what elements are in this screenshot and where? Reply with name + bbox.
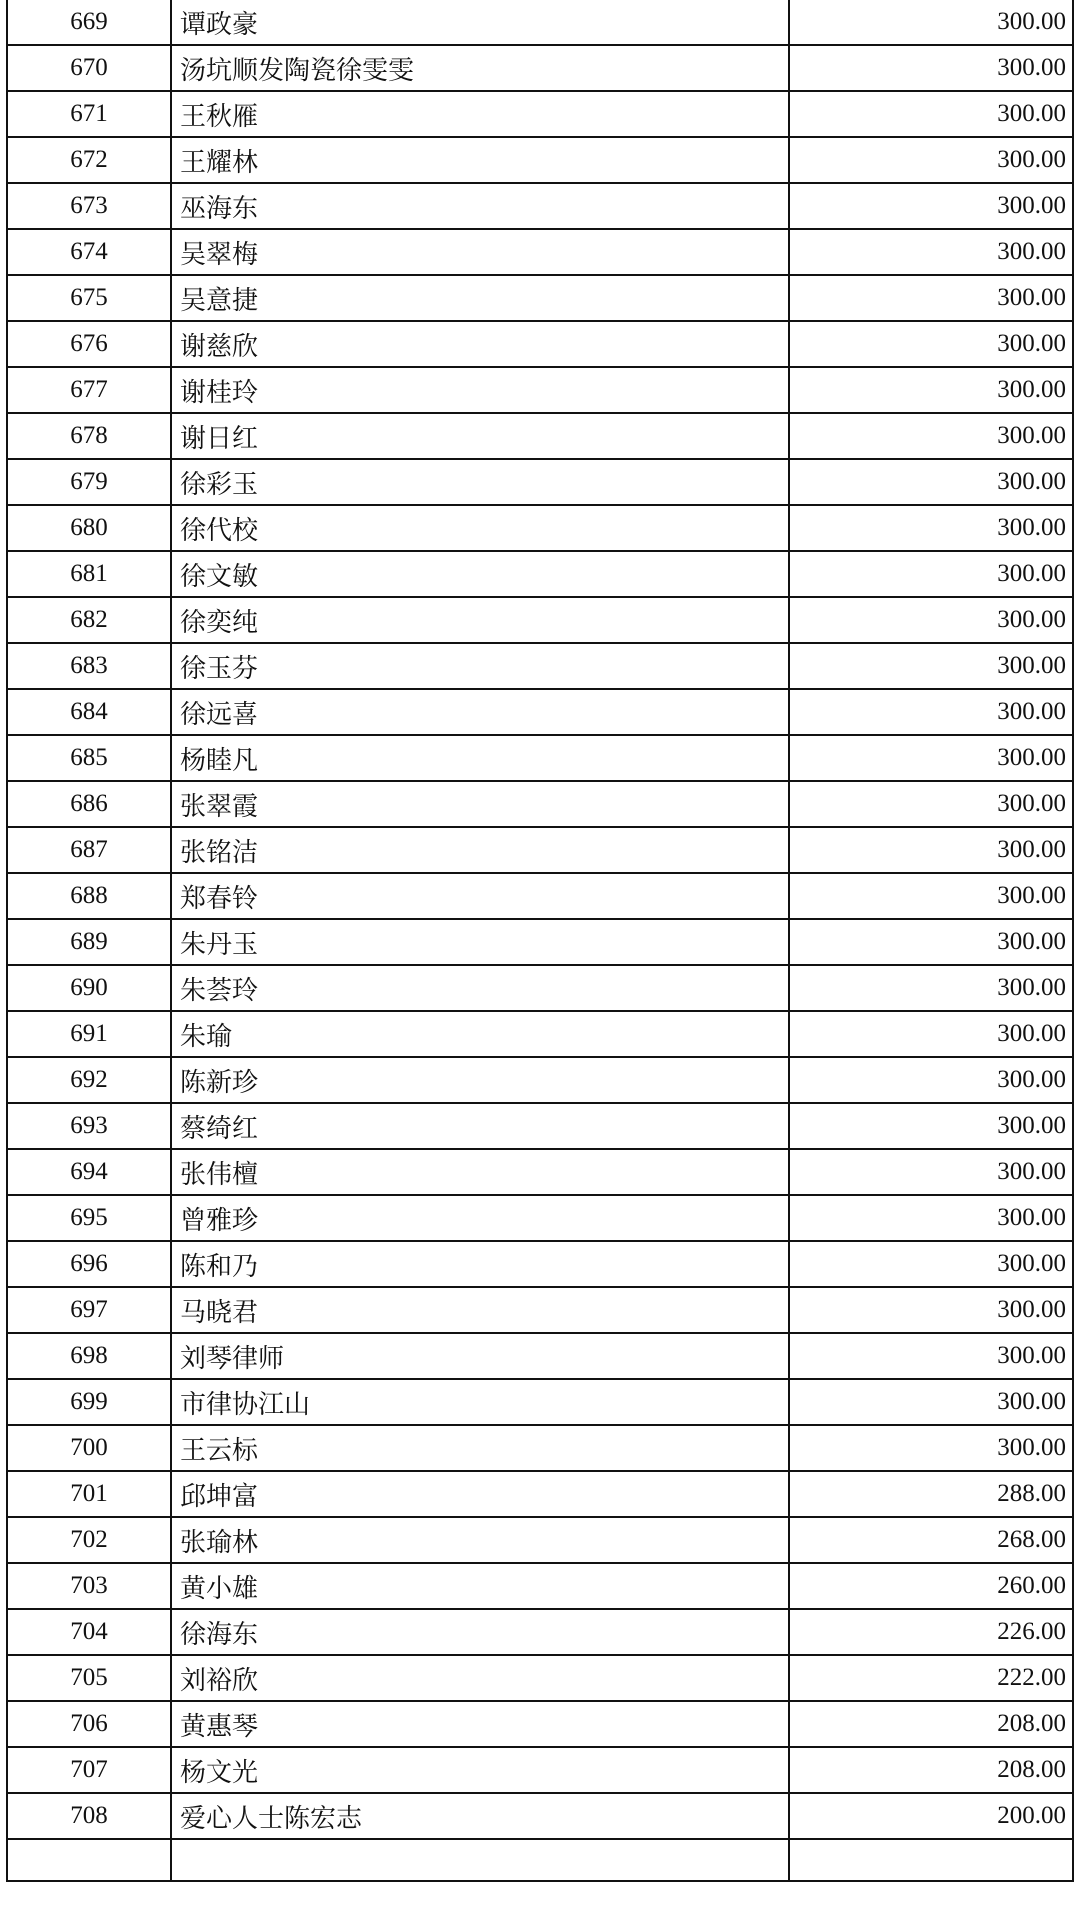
table-row — [7, 873, 1073, 919]
table-row — [7, 413, 1073, 459]
row-number-cell: 696 — [7, 1241, 171, 1287]
table-row — [7, 229, 1073, 275]
row-number-cell: 687 — [7, 827, 171, 873]
donor-name-cell: 杨睦凡 — [171, 735, 789, 781]
row-number-cell: 680 — [7, 505, 171, 551]
table-row — [7, 689, 1073, 735]
row-number-cell: 691 — [7, 1011, 171, 1057]
amount-cell: 300.00 — [789, 689, 1073, 735]
donor-name-cell: 黄小雄 — [171, 1563, 789, 1609]
amount-cell: 300.00 — [789, 91, 1073, 137]
row-number-cell: 706 — [7, 1701, 171, 1747]
row-number-cell: 688 — [7, 873, 171, 919]
amount-cell: 300.00 — [789, 137, 1073, 183]
donor-name-cell: 徐文敏 — [171, 551, 789, 597]
amount-cell: 226.00 — [789, 1609, 1073, 1655]
donor-name-cell: 徐奕纯 — [171, 597, 789, 643]
amount-cell: 300.00 — [789, 183, 1073, 229]
donor-name-cell: 刘裕欣 — [171, 1655, 789, 1701]
row-number-cell: 670 — [7, 45, 171, 91]
row-number-cell: 702 — [7, 1517, 171, 1563]
amount-cell: 300.00 — [789, 873, 1073, 919]
table-row — [7, 1103, 1073, 1149]
amount-cell: 300.00 — [789, 1425, 1073, 1471]
table-row — [7, 781, 1073, 827]
amount-cell: 300.00 — [789, 1011, 1073, 1057]
row-number-cell: 676 — [7, 321, 171, 367]
amount-cell: 300.00 — [789, 735, 1073, 781]
amount-cell: 300.00 — [789, 919, 1073, 965]
donor-name-cell: 爱心人士陈宏志 — [171, 1793, 789, 1839]
row-number-cell: 703 — [7, 1563, 171, 1609]
donor-name-cell: 汤坑顺发陶瓷徐雯雯 — [171, 45, 789, 91]
table-row — [7, 183, 1073, 229]
amount-cell: 300.00 — [789, 459, 1073, 505]
donor-name-cell: 王云标 — [171, 1425, 789, 1471]
row-number-cell: 704 — [7, 1609, 171, 1655]
donor-name-cell: 曾雅珍 — [171, 1195, 789, 1241]
donor-name-cell: 陈新珍 — [171, 1057, 789, 1103]
amount-cell: 300.00 — [789, 413, 1073, 459]
amount-cell — [789, 1839, 1073, 1881]
donor-name-cell — [171, 1839, 789, 1881]
table-row — [7, 827, 1073, 873]
row-number-cell: 695 — [7, 1195, 171, 1241]
donor-name-cell: 朱荟玲 — [171, 965, 789, 1011]
donor-name-cell: 邱坤富 — [171, 1471, 789, 1517]
amount-cell: 300.00 — [789, 1195, 1073, 1241]
donor-name-cell: 刘琴律师 — [171, 1333, 789, 1379]
row-number-cell: 707 — [7, 1747, 171, 1793]
donor-name-cell: 张翠霞 — [171, 781, 789, 827]
donor-name-cell: 王耀林 — [171, 137, 789, 183]
table-row — [7, 1609, 1073, 1655]
donor-name-cell: 谢慈欣 — [171, 321, 789, 367]
row-number-cell: 677 — [7, 367, 171, 413]
amount-cell: 300.00 — [789, 643, 1073, 689]
row-number-cell: 681 — [7, 551, 171, 597]
table-row — [7, 1471, 1073, 1517]
donor-name-cell: 吴意捷 — [171, 275, 789, 321]
donor-name-cell: 蔡绮红 — [171, 1103, 789, 1149]
donation-table — [6, 0, 1074, 1882]
table-row — [7, 1655, 1073, 1701]
table-row — [7, 0, 1073, 45]
table-row-partial — [7, 1839, 1073, 1881]
amount-cell: 300.00 — [789, 367, 1073, 413]
amount-cell: 300.00 — [789, 965, 1073, 1011]
row-number-cell: 685 — [7, 735, 171, 781]
amount-cell: 300.00 — [789, 597, 1073, 643]
donor-name-cell: 黄惠琴 — [171, 1701, 789, 1747]
table-row — [7, 1241, 1073, 1287]
table-row — [7, 1425, 1073, 1471]
amount-cell: 300.00 — [789, 1149, 1073, 1195]
amount-cell: 300.00 — [789, 1241, 1073, 1287]
amount-cell: 300.00 — [789, 229, 1073, 275]
amount-cell: 208.00 — [789, 1747, 1073, 1793]
amount-cell: 300.00 — [789, 781, 1073, 827]
table-row — [7, 367, 1073, 413]
table-row — [7, 643, 1073, 689]
amount-cell: 300.00 — [789, 505, 1073, 551]
table-row — [7, 459, 1073, 505]
amount-cell: 300.00 — [789, 1287, 1073, 1333]
amount-cell: 288.00 — [789, 1471, 1073, 1517]
amount-cell: 222.00 — [789, 1655, 1073, 1701]
donor-name-cell: 徐代校 — [171, 505, 789, 551]
row-number-cell: 672 — [7, 137, 171, 183]
row-number-cell: 675 — [7, 275, 171, 321]
amount-cell: 300.00 — [789, 1103, 1073, 1149]
donor-name-cell: 谢桂玲 — [171, 367, 789, 413]
table-row — [7, 1563, 1073, 1609]
table-row — [7, 1287, 1073, 1333]
table-row — [7, 1747, 1073, 1793]
table-row — [7, 1057, 1073, 1103]
row-number-cell: 700 — [7, 1425, 171, 1471]
donor-name-cell: 张铭洁 — [171, 827, 789, 873]
row-number-cell: 674 — [7, 229, 171, 275]
amount-cell: 300.00 — [789, 551, 1073, 597]
table-row — [7, 137, 1073, 183]
table-row — [7, 321, 1073, 367]
table-row — [7, 1379, 1073, 1425]
donor-name-cell: 郑春铃 — [171, 873, 789, 919]
row-number-cell: 669 — [7, 0, 171, 45]
row-number-cell: 698 — [7, 1333, 171, 1379]
donor-name-cell: 市律协江山 — [171, 1379, 789, 1425]
table-row — [7, 1333, 1073, 1379]
table-row — [7, 275, 1073, 321]
table-row — [7, 45, 1073, 91]
table-row — [7, 1517, 1073, 1563]
donor-name-cell: 陈和乃 — [171, 1241, 789, 1287]
row-number-cell: 679 — [7, 459, 171, 505]
amount-cell: 300.00 — [789, 1379, 1073, 1425]
table-row — [7, 919, 1073, 965]
donor-name-cell: 朱丹玉 — [171, 919, 789, 965]
row-number-cell: 705 — [7, 1655, 171, 1701]
table-body — [7, 0, 1073, 1881]
amount-cell: 300.00 — [789, 0, 1073, 45]
table-row — [7, 1701, 1073, 1747]
row-number-cell: 683 — [7, 643, 171, 689]
table-row — [7, 1793, 1073, 1839]
row-number-cell: 694 — [7, 1149, 171, 1195]
row-number-cell: 678 — [7, 413, 171, 459]
row-number-cell: 692 — [7, 1057, 171, 1103]
donor-name-cell: 徐远喜 — [171, 689, 789, 735]
donor-name-cell: 巫海东 — [171, 183, 789, 229]
table-row — [7, 551, 1073, 597]
table-row — [7, 735, 1073, 781]
donor-name-cell: 马晓君 — [171, 1287, 789, 1333]
row-number-cell: 671 — [7, 91, 171, 137]
donor-name-cell: 吴翠梅 — [171, 229, 789, 275]
row-number-cell: 673 — [7, 183, 171, 229]
table-row — [7, 1011, 1073, 1057]
amount-cell: 300.00 — [789, 45, 1073, 91]
donor-name-cell: 徐彩玉 — [171, 459, 789, 505]
row-number-cell: 682 — [7, 597, 171, 643]
amount-cell: 300.00 — [789, 275, 1073, 321]
amount-cell: 208.00 — [789, 1701, 1073, 1747]
table-row — [7, 597, 1073, 643]
table-row — [7, 965, 1073, 1011]
row-number-cell: 701 — [7, 1471, 171, 1517]
amount-cell: 300.00 — [789, 827, 1073, 873]
donor-name-cell: 张瑜林 — [171, 1517, 789, 1563]
table-row — [7, 91, 1073, 137]
row-number-cell: 693 — [7, 1103, 171, 1149]
row-number-cell: 689 — [7, 919, 171, 965]
row-number-cell: 697 — [7, 1287, 171, 1333]
amount-cell: 268.00 — [789, 1517, 1073, 1563]
amount-cell: 300.00 — [789, 1333, 1073, 1379]
table-row — [7, 505, 1073, 551]
donor-name-cell: 王秋雁 — [171, 91, 789, 137]
donor-name-cell: 谢日红 — [171, 413, 789, 459]
amount-cell: 200.00 — [789, 1793, 1073, 1839]
row-number-cell: 708 — [7, 1793, 171, 1839]
row-number-cell: 684 — [7, 689, 171, 735]
row-number-cell — [7, 1839, 171, 1881]
amount-cell: 300.00 — [789, 1057, 1073, 1103]
row-number-cell: 686 — [7, 781, 171, 827]
table-row — [7, 1195, 1073, 1241]
donor-name-cell: 朱瑜 — [171, 1011, 789, 1057]
table-row — [7, 1149, 1073, 1195]
donor-name-cell: 张伟檀 — [171, 1149, 789, 1195]
donor-name-cell: 徐玉芬 — [171, 643, 789, 689]
amount-cell: 260.00 — [789, 1563, 1073, 1609]
amount-cell: 300.00 — [789, 321, 1073, 367]
row-number-cell: 699 — [7, 1379, 171, 1425]
row-number-cell: 690 — [7, 965, 171, 1011]
donor-name-cell: 徐海东 — [171, 1609, 789, 1655]
donor-name-cell: 谭政豪 — [171, 0, 789, 45]
donor-name-cell: 杨文光 — [171, 1747, 789, 1793]
